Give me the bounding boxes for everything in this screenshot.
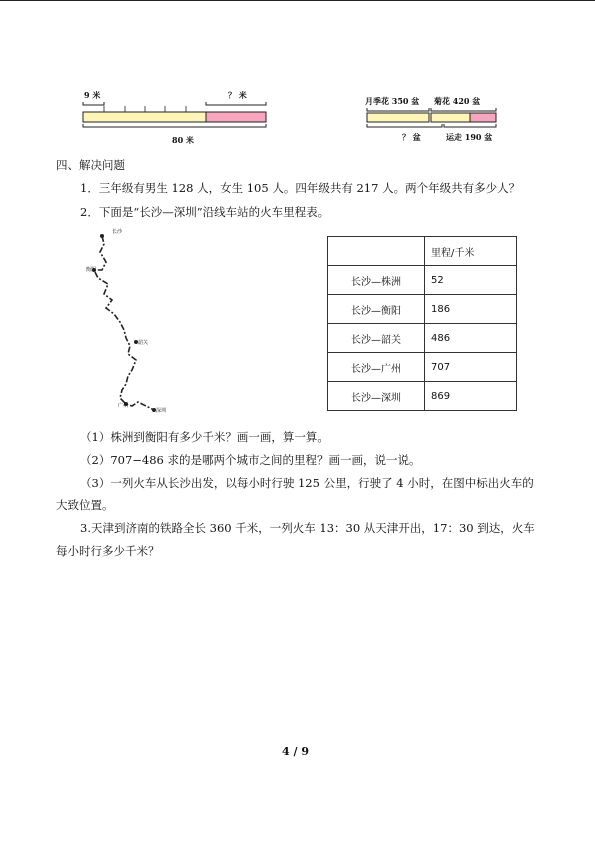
page-number: 4 / 9 xyxy=(282,745,309,758)
diagram2-unknown-label: ？ 盆 xyxy=(402,132,421,142)
route-map xyxy=(80,226,180,416)
map-label-shaoguan: 韶关 xyxy=(138,340,149,346)
table-header-cell xyxy=(328,237,425,266)
diagram1-total-label: 80 米 xyxy=(172,135,194,145)
route-cell: 长沙—株洲 xyxy=(328,266,425,295)
map-label-changsha: 长沙 xyxy=(112,229,123,235)
map-label-guangzhou: 广州 xyxy=(118,403,129,409)
distance-cell: 52 xyxy=(425,266,517,295)
distance-cell: 869 xyxy=(425,382,517,411)
route-cell: 长沙—韶关 xyxy=(328,324,425,353)
section-title: 四、解决问题 xyxy=(56,158,125,172)
question-3-line-1: 3.天津到济南的铁路全长 360 千米，一列火车 13：30 从天津开出，17：30 到达，火车 xyxy=(80,521,535,535)
table-header-cell: 里程/千米 xyxy=(425,237,517,266)
sub-question-3-line-2: 大致位置。 xyxy=(56,498,114,512)
table-row xyxy=(328,295,517,324)
diagram1-left-label: 9 米 xyxy=(84,90,101,100)
table-row xyxy=(328,382,517,411)
diagram2-bars xyxy=(362,104,502,134)
route-cell: 长沙—广州 xyxy=(328,353,425,382)
top-rule xyxy=(0,0,595,1)
table-row xyxy=(328,324,517,353)
question-1: 1．三年级有男生 128 人，女生 105 人。四年级共有 217 人。两个年级共有多少人？ xyxy=(80,181,521,195)
table-row xyxy=(328,353,517,382)
distance-cell: 707 xyxy=(425,353,517,382)
diagram1-right-label: ？ 米 xyxy=(228,90,247,100)
map-label-hengyang: 衡阳 xyxy=(86,267,97,273)
distance-cell: 186 xyxy=(425,295,517,324)
route-cell: 长沙—深圳 xyxy=(328,382,425,411)
question-3-line-2: 每小时行多少千米？ xyxy=(56,544,160,558)
question-2: 2．下面是“长沙—深圳”沿线车站的火车里程表。 xyxy=(80,205,330,219)
sub-question-1: （1）株洲到衡阳有多少千米？画一画，算一算。 xyxy=(80,430,329,444)
sub-question-2: （2）707−486 求的是哪两个城市之间的里程？画一画，说一说。 xyxy=(80,453,421,467)
diagram2-label-b: 菊花 420 盆 xyxy=(434,96,481,106)
diagram2-label-a: 月季花 350 盆 xyxy=(365,96,420,106)
diagram2-taken-label: 运走 190 盆 xyxy=(446,132,493,142)
map-label-shenzhen: 深圳 xyxy=(156,408,167,414)
table-header-row xyxy=(328,237,517,266)
route-cell: 长沙—衡阳 xyxy=(328,295,425,324)
table-row xyxy=(328,266,517,295)
distance-cell: 486 xyxy=(425,324,517,353)
diagram1-bars xyxy=(78,98,274,136)
mileage-table xyxy=(327,236,517,411)
sub-question-3-line-1: （3）一列火车从长沙出发，以每小时行驶 125 公里，行驶了 4 小时，在图中标出火车的 xyxy=(80,476,534,490)
